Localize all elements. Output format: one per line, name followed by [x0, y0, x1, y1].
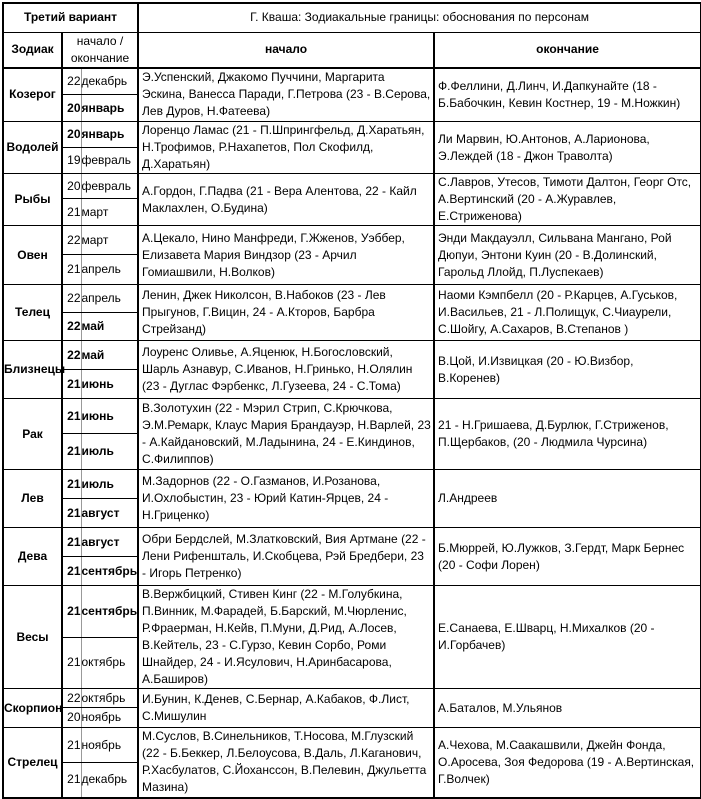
start-month: декабрь	[81, 68, 138, 95]
end-month: май	[81, 313, 138, 341]
start-day: 21	[62, 728, 81, 763]
zodiac-sign: Козерог	[3, 68, 62, 122]
table-row	[3, 341, 701, 370]
start-month: ноябрь	[81, 728, 138, 763]
end-people: А.Баталов, М.Ульянов	[434, 689, 701, 728]
table-row	[3, 226, 701, 255]
end-people: Ф.Феллини, Д.Линч, И.Дапкунайте (18 - Б.Бабочкин, Кевин Костнер, 19 - М.Ножкин)	[434, 68, 701, 122]
start-people: Лоуренс Оливье, А.Яценюк, Н.Богословский, Шарль Азнавур, С.Иванов, Н.Гринько, Н.Олялин (23 - Дуглас Фэрбенкс, Л.Гузеева, 24 - С.Тома)	[138, 341, 434, 399]
column-header-zodiac: Зодиак	[3, 32, 62, 68]
start-day: 20	[62, 122, 81, 148]
start-people: М.Задорнов (22 - О.Газманов, И.Розанова, И.Охлобыстин, 23 - Юрий Катин-Ярцев, 24 - Н.Гриценко)	[138, 470, 434, 528]
table-row	[3, 399, 701, 434]
zodiac-sign: Лев	[3, 470, 62, 528]
start-day: 21	[62, 586, 81, 638]
start-people: В.Золотухин (22 - Мэрил Стрип, С.Крючкова, Э.М.Ремарк, Клаус Мария Брандауэр, Н.Варлей, 23 - А.Кайдановский, М.Ладынина, 24 - Е.Киндинов, С.Филиппов)	[138, 399, 434, 470]
start-people: Лоренцо Ламас (21 - П.Шпрингфельд, Д.Харатьян, Н.Трофимов, Р.Нахапетов, Пол Скофилд, Д.Харатьян)	[138, 122, 434, 174]
end-people: Энди Макдауэлл, Сильвана Мангано, Рой Дюпуи, Энтони Куин (20 - В.Долинский, Гарольд Ллойд, П.Луспекаев)	[434, 226, 701, 285]
end-month: июнь	[81, 370, 138, 399]
end-month: ноябрь	[81, 708, 138, 728]
end-day: 19	[62, 148, 81, 174]
end-people: 21 - Н.Гришаева, Д.Бурлюк, Г.Стриженов, П.Щербаков, (20 - Людмила Чурсина)	[434, 399, 701, 470]
end-month: декабрь	[81, 763, 138, 798]
end-day: 20	[62, 95, 81, 122]
start-people: А.Цекало, Нино Манфреди, Г.Жженов, Уэббер, Елизавета Мария Виндзор (23 - Арчил Гомиашвили, Н.Волков)	[138, 226, 434, 285]
end-day: 21	[62, 255, 81, 285]
column-header-start: начало	[138, 32, 434, 68]
start-day: 22	[62, 285, 81, 313]
table-row	[3, 528, 701, 557]
start-people: А.Гордон, Г.Падва (21 - Вера Алентова, 22 - Кайл Маклахлен, О.Будина)	[138, 174, 434, 226]
end-day: 21	[62, 434, 81, 470]
zodiac-sign: Рак	[3, 399, 62, 470]
end-day: 20	[62, 708, 81, 728]
table-row	[3, 470, 701, 499]
table-row	[3, 689, 701, 708]
table-row	[3, 174, 701, 199]
zodiac-sign: Близнецы	[3, 341, 62, 399]
start-month: февраль	[81, 174, 138, 199]
start-day: 22	[62, 689, 81, 708]
zodiac-sign: Дева	[3, 528, 62, 586]
end-people: Б.Мюррей, Ю.Лужков, З.Гердт, Марк Бернес (20 - Софи Лорен)	[434, 528, 701, 586]
end-month: август	[81, 499, 138, 528]
start-day: 21	[62, 470, 81, 499]
end-day: 21	[62, 370, 81, 399]
zodiac-sign: Рыбы	[3, 174, 62, 226]
start-people: Обри Бердслей, М.Златковский, Вия Артмане (22 - Лени Рифеншталь, И.Скобцева, Рэй Бредбери, 23 - Игорь Петренко)	[138, 528, 434, 586]
start-people: Э.Успенский, Джакомо Пуччини, Маргарита Эскина, Ванесса Паради, Г.Петрова (23 - В.Серова, Лев Дуров, Н.Фатеева)	[138, 68, 434, 122]
start-month: август	[81, 528, 138, 557]
start-month: апрель	[81, 285, 138, 313]
end-day: 21	[62, 557, 81, 586]
end-month: июль	[81, 434, 138, 470]
start-people: Ленин, Джек Николсон, В.Набоков (23 - Лев Прыгунов, Г.Вицин, 24 - А.Кторов, Барбра Стрейзанд)	[138, 285, 434, 341]
column-header-end: окончание	[434, 32, 701, 68]
table-row	[3, 586, 701, 638]
end-month: октябрь	[81, 637, 138, 689]
end-month: апрель	[81, 255, 138, 285]
start-day: 21	[62, 399, 81, 434]
end-month: февраль	[81, 148, 138, 174]
zodiac-sign: Овен	[3, 226, 62, 285]
start-month: январь	[81, 122, 138, 148]
end-month: март	[81, 199, 138, 226]
start-people: И.Бунин, К.Денев, С.Бернар, А.Кабаков, Ф.Лист, С.Мишулин	[138, 689, 434, 728]
end-people: Е.Санаева, Е.Шварц, Н.Михалков (20 - И.Горбачев)	[434, 586, 701, 689]
start-day: 22	[62, 341, 81, 370]
page-title: Г. Кваша: Зодиакальные границы: обоснования по персонам	[138, 3, 701, 32]
table-row	[3, 285, 701, 313]
start-day: 22	[62, 68, 81, 95]
end-day: 21	[62, 199, 81, 226]
start-day: 21	[62, 528, 81, 557]
variant-label: Третий вариант	[3, 3, 138, 32]
end-people: С.Лавров, Утесов, Тимоти Далтон, Георг Отс, А.Вертинский (20 - А.Журавлев, Е.Стриженова)	[434, 174, 701, 226]
zodiac-sign: Водолей	[3, 122, 62, 174]
column-header-dates: начало / окончание	[62, 32, 138, 68]
zodiac-sign: Весы	[3, 586, 62, 689]
start-month: май	[81, 341, 138, 370]
start-day: 20	[62, 174, 81, 199]
end-people: Л.Андреев	[434, 470, 701, 528]
zodiac-boundaries-table	[2, 2, 701, 799]
zodiac-sign: Скорпион	[3, 689, 62, 728]
start-day: 22	[62, 226, 81, 255]
start-month: июнь	[81, 399, 138, 434]
end-day: 22	[62, 313, 81, 341]
zodiac-sign: Телец	[3, 285, 62, 341]
end-day: 21	[62, 637, 81, 689]
start-people: В.Вержбицкий, Стивен Кинг (22 - М.Голубкина, П.Винник, М.Фарадей, Б.Барский, М.Чюрленис, Р.Фраерман, Н.Кейв, П.Муни, Д.Рид, А.Лосев, В.Кейтель, 23 - С.Гурзо, Кевин Сорбо, Роми Шнайдер, 24 - И.Ясулович, Н.Аринбасарова, А.Баширов)	[138, 586, 434, 689]
end-day: 21	[62, 763, 81, 798]
start-month: март	[81, 226, 138, 255]
start-month: июль	[81, 470, 138, 499]
start-people: М.Суслов, В.Синельников, Т.Носова, М.Глузский (22 - Б.Беккер, Л.Белоусова, В.Даль, Л.Каганович, Р.Хасбулатов, С.Йохансcон, В.Пелевин, Джульетта Мазина)	[138, 728, 434, 798]
end-month: сентябрь	[81, 557, 138, 586]
end-people: А.Чехова, М.Саакашвили, Джейн Фонда, О.Аросева, Зоя Федорова (19 - А.Вертинская, Г.Волчек)	[434, 728, 701, 798]
table-row	[3, 122, 701, 148]
table-row	[3, 68, 701, 95]
start-month: октябрь	[81, 689, 138, 708]
end-people: Ли Марвин, Ю.Антонов, А.Ларионова, Э.Леждей (18 - Джон Траволта)	[434, 122, 701, 174]
start-month: сентябрь	[81, 586, 138, 638]
end-day: 21	[62, 499, 81, 528]
end-people: В.Цой, И.Извицкая (20 - Ю.Визбор, В.Коренев)	[434, 341, 701, 399]
zodiac-sign: Стрелец	[3, 728, 62, 798]
end-month: январь	[81, 95, 138, 122]
end-people: Наоми Кэмпбелл (20 - Р.Карцев, А.Гуськов, И.Васильев, 21 - Л.Полищук, С.Чиаурели, С.Шойгу, А.Сахаров, В.Степанов )	[434, 285, 701, 341]
table-row	[3, 728, 701, 763]
